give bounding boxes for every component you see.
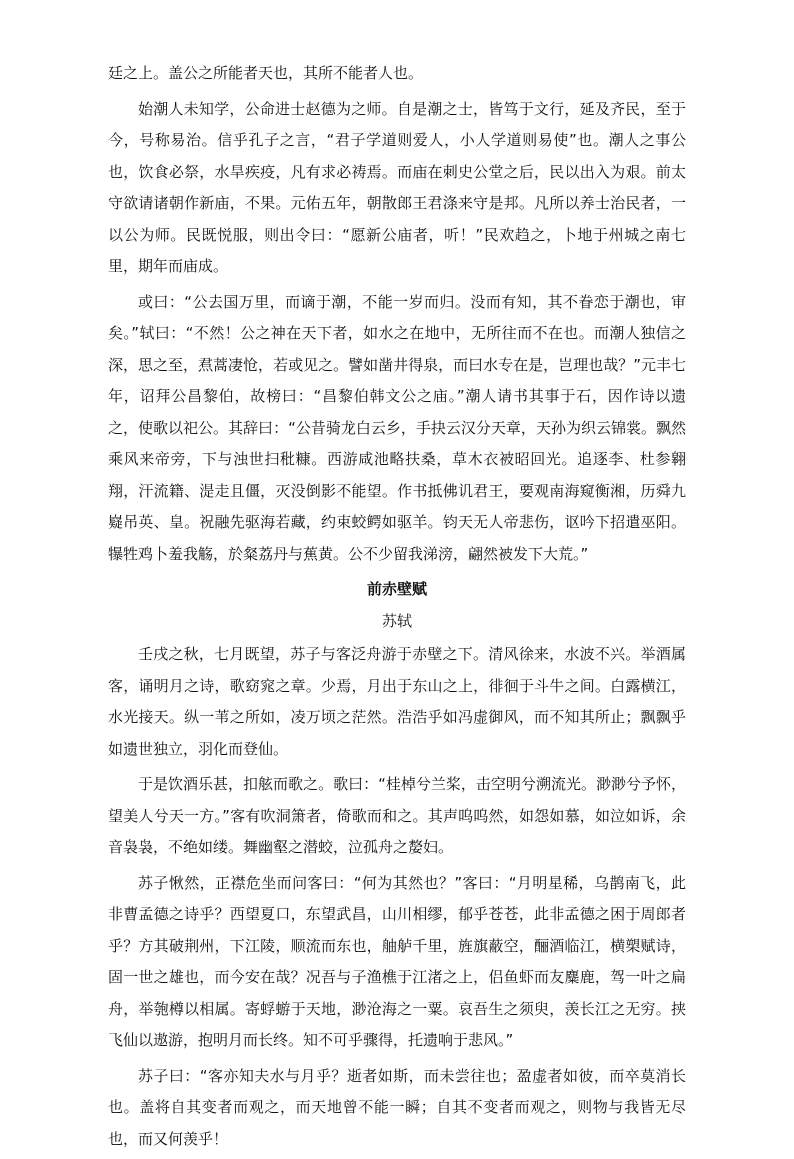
document-page [108,58,686,1159]
paragraph-renxu-autumn: 壬戌之秋，七月既望，苏子与客泛舟游于赤壁之下。清风徐来，水波不兴。举酒属客，诵明月之诗，歌窈窕之章。少焉，月出于东山之上，徘徊于斗牛之间。白露横江，水光接天。纵一苇之所如，凌万顷之茫然。浩浩乎如冯虚御风，而不知其所止；飘飘乎如遗世独立，羽化而登仙。 [108,645,686,758]
paragraph-water-and-moon: 苏子曰：“客亦知夫水与月乎？逝者如斯，而未尝往也；盈虚者如彼，而卒莫消长也。盖将自其变者而观之，而天地曾不能一瞬；自其不变者而观之，则物与我皆无尽也，而又何羡乎！ [108,1066,686,1148]
paragraph-huo-yue: 或曰：“公去国万里，而谪于潮，不能一岁而归。没而有知，其不眷恋于潮也，审矣。”轼曰：“不然！公之神在天下者，如水之在地中，无所往而不在也。而潮人独信之深，思之至，焄蒿凄怆，若或见之。譬如凿井得泉，而曰水专在是，岂理也哉？”元丰七年，诏拜公昌黎伯，故榜曰：“昌黎伯韩文公之庙。”潮人请书其事于石，因作诗以遗之，使歌以祀公。其辞曰：“公昔骑龙白云乡，手抉云汉分天章，天孙为织云锦裳。飘然乘风来帝旁，下与浊世扫秕糠。西游咸池略扶桑，草木衣被昭回光。追逐李、杜参翱翔，汗流籍、湜走且僵，灭没倒影不能望。作书抵佛讥君王，要观南海窥衡湘，历舜九嶷吊英、皇。祝融先驱海若藏，约束蛟鳄如驱羊。钧天无人帝悲伤，讴吟下招遣巫阳。犦牲鸡卜羞我觞，於粲荔丹与蕉黄。公不少留我涕滂，翩然被发下大荒。” [108,292,686,563]
paragraph-suzi-asks: 苏子愀然，正襟危坐而问客曰：“何为其然也？”客曰：“月明星稀，乌鹊南飞，此非曹孟德之诗乎？西望夏口，东望武昌，山川相缪，郁乎苍苍，此非孟德之困于周郎者乎？方其破荆州，下江陵，顺流而东也，舳舻千里，旌旗蔽空，酾酒临江，横槊赋诗，固一世之雄也，而今安在哉？况吾与子渔樵于江渚之上，侣鱼虾而友麋鹿，驾一叶之扁舟，举匏樽以相属。寄蜉蝣于天地，渺沧海之一粟。哀吾生之须臾，羡长江之无穷。挟飞仙以遨游，抱明月而长终。知不可乎骤得，托遗响于悲风。” [108,873,686,1049]
paragraph-continuation: 廷之上。盖公之所能者天也，其所不能者人也。 [108,64,424,82]
essay-title: 前赤壁赋 [366,580,427,598]
essay-author: 苏轼 [381,611,412,630]
paragraph-drinking-song: 于是饮酒乐甚，扣舷而歌之。歌曰：“桂棹兮兰桨，击空明兮溯流光。渺渺兮予怀，望美人兮天一方。”客有吹洞箫者，倚歌而和之。其声呜呜然，如怨如慕，如泣如诉，余音袅袅，不绝如缕。舞幽壑之潜蛟，泣孤舟之嫠妇。 [108,775,686,856]
paragraph-chao-people-learning: 始潮人未知学，公命进士赵德为之师。自是潮之士，皆笃于文行，延及齐民，至于今，号称易治。信乎孔子之言，“君子学道则爱人，小人学道则易使”也。潮人之事公也，饮食必祭，水旱疾疫，凡有求必祷焉。而庙在刺史公堂之后，民以出入为艰。前太守欲请诸朝作新庙，不果。元佑五年，朝散郎王君涤来守是邦。凡所以养士治民者，一以公为师。民既悦服，则出令曰：“愿新公庙者，听！”民欢趋之，卜地于州城之南七里，期年而庙成。 [108,99,686,275]
